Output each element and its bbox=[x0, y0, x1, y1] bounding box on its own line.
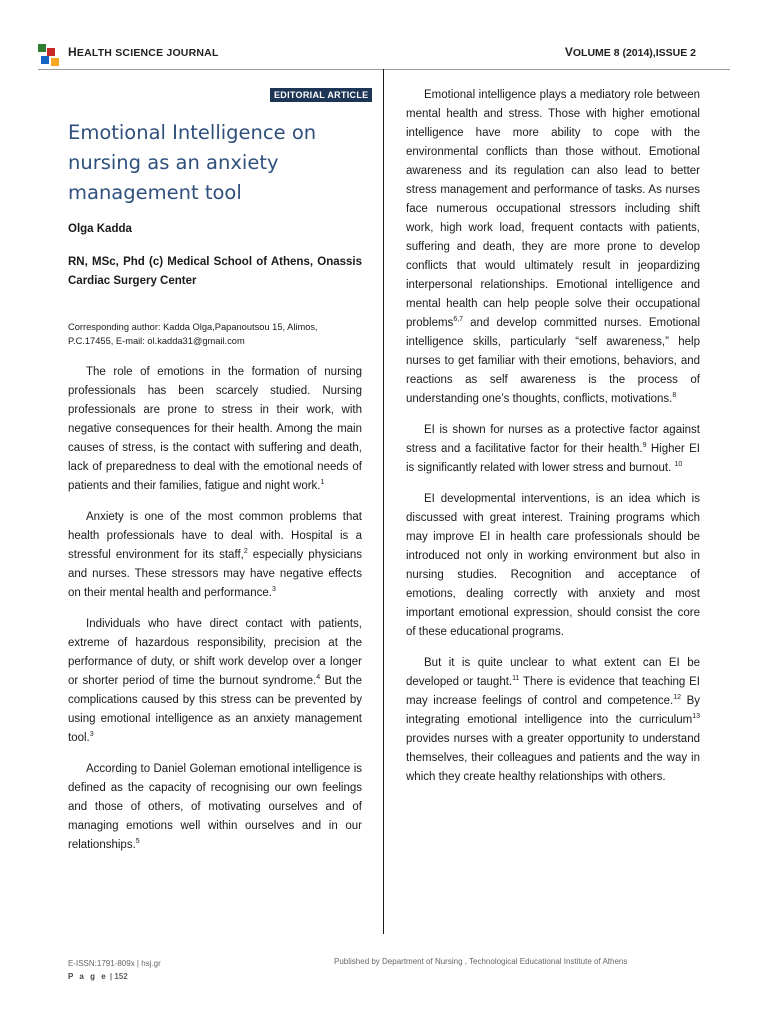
citation[interactable]: 2 bbox=[243, 548, 248, 556]
citation[interactable]: 4 bbox=[316, 674, 321, 682]
citation[interactable]: 3 bbox=[89, 731, 94, 739]
citation[interactable]: 8 bbox=[672, 392, 677, 400]
journal-logo-icon bbox=[38, 44, 62, 68]
author-name: Olga Kadda bbox=[68, 223, 132, 235]
body-paragraph: Individuals who have direct contact with patients, extreme of hazardous responsibility, precision at the performance of duty, or shift work develop over a longer or shorter period of time the burnout syndrome.$^4$ But the complications caused by this stress can be prevented by using emotional intelligence as an anxiety management tool.$^3$ bbox=[68, 618, 363, 744]
author-affiliation: RN, MSc, Phd (c) Medical School of Athens, Onassis Cardiac Surgery Center bbox=[68, 256, 362, 287]
body-paragraph: EI is shown for nurses as a protective factor against stress and a facilitative factor for their health.$^9$ Higher EI is significantly related with lower stress and burnout. $^{10}$ bbox=[406, 424, 700, 474]
citation[interactable]: 10 bbox=[674, 461, 683, 469]
body-paragraph: Emotional intelligence plays a mediatory role between mental health and stress. Those with higher emotional intelligence have more ability to cope with the environmental conflicts than those without. Emotional awareness and its regulation can also lead to better stress management and performance of tasks. As nurses face numerous occupational stressors including shift work, high work load, frequent contacts with patients, suffering and death, they are more prone to develop conflicts that would ultimately result in jeopardizing interpersonal relationships. Emotional intelligence and mental health can help people solve their occupational problems$^{6,7}$ and develop committed nurses. Emotional intelligence skills, particularly “self awareness,” help nurses to get familiar with their emotions, behaviors, and reactions as self awareness is the process of understanding one’s thoughts, conflicts, motivations.$^8$ bbox=[406, 89, 700, 405]
citation[interactable]: 11 bbox=[512, 675, 520, 683]
citation[interactable]: 1 bbox=[320, 479, 325, 487]
citation[interactable]: 12 bbox=[673, 694, 682, 702]
corresponding-author: Corresponding author: Kadda Olga,Papanoutsou 15, Alimos, P.C.17455, E-mail: ol.kadda31@gmail.com bbox=[68, 322, 318, 346]
issn-text: E-ISSN:1791-809x | hsj.gr bbox=[68, 959, 161, 968]
article-title: Emotional Intelligence on nursing as an anxiety management tool bbox=[68, 121, 317, 204]
body-paragraph: According to Daniel Goleman emotional intelligence is defined as the capacity of recognising our own feelings and those of others, of motivating ourselves and of managing emotions well within ourselves and in our relationships.$^5$ bbox=[68, 763, 362, 851]
left-column bbox=[68, 363, 362, 867]
article-type-badge: EDITORIAL ARTICLE bbox=[270, 88, 372, 102]
citation[interactable]: 9 bbox=[642, 442, 647, 450]
column-divider bbox=[383, 69, 384, 934]
citation[interactable]: 13 bbox=[692, 713, 700, 721]
journal-name: HEALTH SCIENCE JOURNAL bbox=[68, 45, 219, 59]
right-column bbox=[406, 86, 700, 799]
body-paragraph: But it is quite unclear to what extent can EI be developed or taught.$^{11}$ There is evidence that teaching EI may increase feelings of control and competence.$^{12}$ By integrating emotional intelligence into the curriculum$^{13}$ provides nurses with a greater opportunity to understand themselves, their colleagues and patients and the way in which they create healthy relationships with others. bbox=[406, 657, 700, 783]
citation[interactable]: 6,7 bbox=[453, 316, 464, 324]
volume-issue: VOLUME 8 (2014),ISSUE 2 bbox=[564, 45, 696, 59]
body-paragraph: Anxiety is one of the most common problems that health professionals have to deal with. Hospital is a stressful environment for its staff,$^2$ especially physicians and nurses. These stressors may have negative effects on their mental health and performance.$^3$ bbox=[68, 511, 362, 599]
citation[interactable]: 3 bbox=[271, 586, 276, 594]
citation[interactable]: 5 bbox=[135, 838, 140, 846]
publisher-text: Published by Department of Nursing , Technological Educational Institute of Athens bbox=[334, 957, 628, 966]
header-divider bbox=[38, 69, 730, 70]
body-paragraph: EI developmental interventions, is an idea which is discussed with great interest. Training programs which may improve EI in health care professionals should be introduced not only in working environment but also in nursing studies. Recognition and acceptance of emotions, dealing correctly with anxiety and most important emotional expression, should consist the core of these educational programs. bbox=[406, 493, 700, 638]
page-number: P a g e | 152 bbox=[68, 972, 128, 981]
body-paragraph: The role of emotions in the formation of nursing professionals has been scarcely studied. Nursing professionals are prone to stress in their work, with negative consequences for their health. Among the main causes of stress, is the contact with suffering and death, lack of preparedness to deal with the emotional needs of patients and their families, fatigue and night work.$^1$ bbox=[68, 366, 362, 492]
footer-left bbox=[68, 957, 161, 983]
